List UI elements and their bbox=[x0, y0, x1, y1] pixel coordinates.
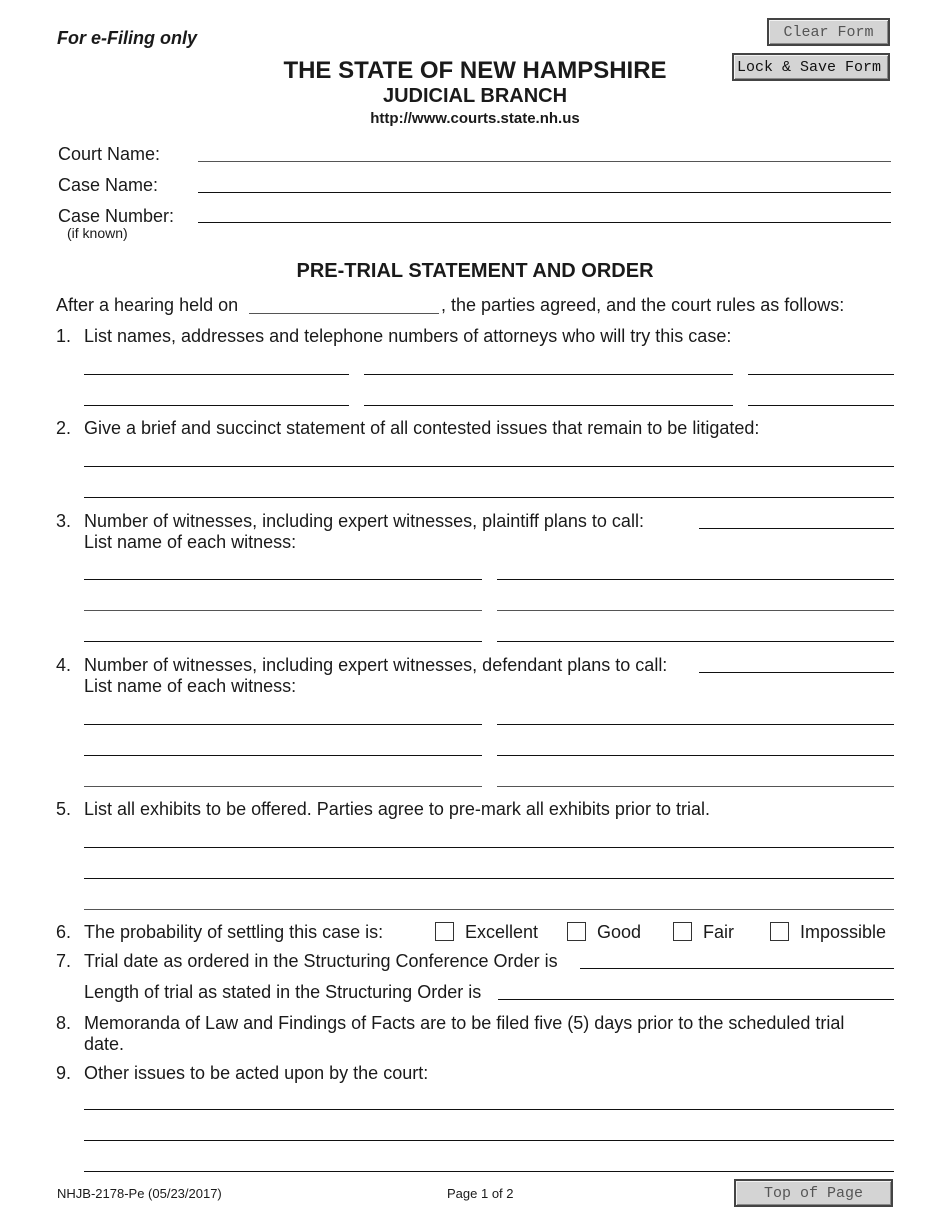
exhibits-field-1[interactable] bbox=[84, 847, 894, 848]
attorney-name-field-2[interactable] bbox=[84, 405, 349, 406]
item-5-number: 5. bbox=[56, 799, 72, 819]
state-title: THE STATE OF NEW HAMPSHIRE bbox=[283, 57, 667, 84]
item-2-text: Give a brief and succinct statement of all contested issues that remain to be litigated: bbox=[84, 418, 760, 438]
plaintiff-witness-count-field[interactable] bbox=[699, 528, 894, 529]
attorney-phone-field-1[interactable] bbox=[748, 374, 894, 375]
item-8-text-continued: date. bbox=[84, 1034, 125, 1054]
other-issues-field-3[interactable] bbox=[84, 1171, 894, 1172]
plaintiff-witness-field-6[interactable] bbox=[497, 641, 894, 642]
item-8-number: 8. bbox=[56, 1013, 72, 1033]
court-name-label: Court Name: bbox=[58, 144, 161, 164]
exhibits-field-2[interactable] bbox=[84, 878, 894, 879]
case-name-label: Case Name: bbox=[58, 175, 159, 195]
defendant-witness-field-2[interactable] bbox=[497, 724, 894, 725]
attorney-phone-field-2[interactable] bbox=[748, 405, 894, 406]
plaintiff-witness-field-4[interactable] bbox=[497, 610, 894, 611]
trial-date-field[interactable] bbox=[580, 968, 894, 969]
defendant-witness-field-1[interactable] bbox=[84, 724, 482, 725]
exhibits-field-3[interactable] bbox=[84, 909, 894, 910]
settle-excellent-checkbox[interactable] bbox=[435, 922, 454, 941]
defendant-witness-field-3[interactable] bbox=[84, 755, 482, 756]
court-name-field[interactable] bbox=[198, 161, 891, 162]
item-7-subtext: Length of trial as stated in the Structuring Order is bbox=[84, 982, 482, 1002]
clear-form-button[interactable]: Clear Form bbox=[767, 18, 890, 46]
defendant-witness-count-field[interactable] bbox=[699, 672, 894, 673]
top-of-page-button[interactable]: Top of Page bbox=[734, 1179, 893, 1207]
case-number-field[interactable] bbox=[198, 222, 891, 223]
trial-length-field[interactable] bbox=[498, 999, 894, 1000]
item-4-text: Number of witnesses, including expert witnesses, defendant plans to call: bbox=[84, 655, 668, 675]
case-number-note: (if known) bbox=[67, 225, 128, 241]
efiling-note: For e-Filing only bbox=[57, 28, 197, 48]
settle-fair-checkbox[interactable] bbox=[673, 922, 692, 941]
item-2-number: 2. bbox=[56, 418, 72, 438]
item-6-number: 6. bbox=[56, 922, 72, 942]
item-9-text: Other issues to be acted upon by the court: bbox=[84, 1063, 429, 1083]
plaintiff-witness-field-5[interactable] bbox=[84, 641, 482, 642]
settle-impossible-label: Impossible bbox=[800, 922, 887, 942]
attorney-address-field-1[interactable] bbox=[364, 374, 733, 375]
form-id: NHJB-2178-Pe (05/23/2017) bbox=[57, 1186, 222, 1201]
contested-issues-field-1[interactable] bbox=[84, 466, 894, 467]
defendant-witness-field-4[interactable] bbox=[497, 755, 894, 756]
item-3-text: Number of witnesses, including expert witnesses, plaintiff plans to call: bbox=[84, 511, 644, 531]
plaintiff-witness-field-1[interactable] bbox=[84, 579, 482, 580]
contested-issues-field-2[interactable] bbox=[84, 497, 894, 498]
item-8-text: Memoranda of Law and Findings of Facts are to be filed five (5) days prior to the scheduled trial bbox=[84, 1013, 845, 1033]
settle-good-checkbox[interactable] bbox=[567, 922, 586, 941]
other-issues-field-1[interactable] bbox=[84, 1109, 894, 1110]
item-3-number: 3. bbox=[56, 511, 72, 531]
settle-excellent-label: Excellent bbox=[465, 922, 539, 942]
page-number: Page 1 of 2 bbox=[447, 1186, 514, 1201]
settle-impossible-checkbox[interactable] bbox=[770, 922, 789, 941]
item-5-text: List all exhibits to be offered. Parties agree to pre-mark all exhibits prior to trial. bbox=[84, 799, 710, 819]
item-1-text: List names, addresses and telephone numbers of attorneys who will try this case: bbox=[84, 326, 732, 346]
hearing-prefix: After a hearing held on bbox=[56, 295, 239, 315]
item-7-text: Trial date as ordered in the Structuring Conference Order is bbox=[84, 951, 558, 971]
form-title: PRE-TRIAL STATEMENT AND ORDER bbox=[296, 260, 654, 282]
item-4-subtext: List name of each witness: bbox=[84, 676, 297, 696]
plaintiff-witness-field-2[interactable] bbox=[497, 579, 894, 580]
item-9-number: 9. bbox=[56, 1063, 72, 1083]
website-url: http://www.courts.state.nh.us bbox=[370, 110, 580, 127]
item-1-number: 1. bbox=[56, 326, 72, 346]
case-name-field[interactable] bbox=[198, 192, 891, 193]
defendant-witness-field-6[interactable] bbox=[497, 786, 894, 787]
attorney-name-field-1[interactable] bbox=[84, 374, 349, 375]
item-6-text: The probability of settling this case is: bbox=[84, 922, 384, 942]
lock-save-form-button[interactable]: Lock & Save Form bbox=[732, 53, 890, 81]
item-4-number: 4. bbox=[56, 655, 72, 675]
branch-title: JUDICIAL BRANCH bbox=[382, 85, 568, 107]
other-issues-field-2[interactable] bbox=[84, 1140, 894, 1141]
attorney-address-field-2[interactable] bbox=[364, 405, 733, 406]
item-3-subtext: List name of each witness: bbox=[84, 532, 297, 552]
defendant-witness-field-5[interactable] bbox=[84, 786, 482, 787]
item-7-number: 7. bbox=[56, 951, 72, 971]
case-number-label: Case Number: bbox=[58, 206, 175, 226]
plaintiff-witness-field-3[interactable] bbox=[84, 610, 482, 611]
hearing-suffix: , the parties agreed, and the court rules as follows: bbox=[441, 295, 845, 315]
settle-good-label: Good bbox=[597, 922, 642, 942]
settle-fair-label: Fair bbox=[703, 922, 734, 942]
hearing-date-field[interactable] bbox=[249, 313, 439, 314]
